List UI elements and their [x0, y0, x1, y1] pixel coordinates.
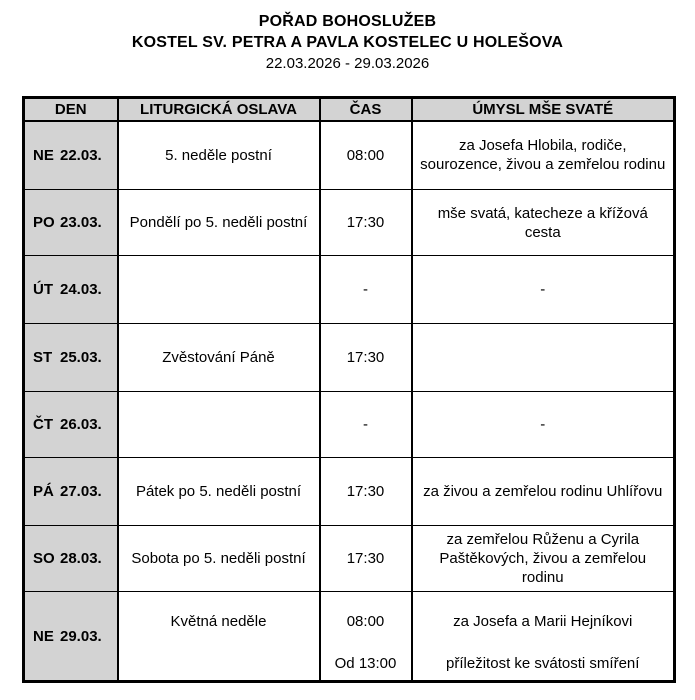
liturgy-cell: Zvěstování Páně	[118, 324, 320, 392]
date-range: 22.03.2026 - 29.03.2026	[265, 55, 430, 72]
table-header-row	[24, 98, 675, 121]
document-title: POŘAD BOHOSLUŽEB	[258, 13, 437, 30]
intention-cell: za živou a zemřelou rodinu Uhlířovu	[412, 458, 675, 526]
intention-slot-1: za Josefa a Marii Hejníkovi	[453, 612, 633, 630]
liturgy-cell: Pátek po 5. neděli postní	[118, 458, 320, 526]
day-cell	[24, 392, 118, 458]
liturgy-cell: 5. neděle postní	[118, 121, 320, 190]
day-date: 24.03.	[60, 281, 102, 298]
schedule-table	[22, 96, 676, 683]
day-abbr: ST	[33, 349, 53, 366]
day-cell	[24, 458, 118, 526]
day-abbr: PÁ	[33, 483, 54, 500]
intention-cell: za zemřelou Růženu a Cyrila Paštěkových, živou a zemřelou rodinu	[412, 526, 675, 592]
table-row	[24, 526, 675, 592]
table-row	[24, 324, 675, 392]
column-header-umysl: ÚMYSL MŠE SVATÉ	[412, 98, 675, 121]
day-date: 22.03.	[60, 146, 102, 164]
day-abbr: SO	[33, 550, 55, 567]
liturgy-cell	[118, 592, 320, 682]
table-row	[24, 458, 675, 526]
day-cell	[24, 526, 118, 592]
intention-cell: za Josefa Hlobila, rodiče, sourozence, živou a zemřelou rodinu	[412, 121, 675, 190]
day-cell	[24, 592, 118, 682]
day-date: 28.03.	[60, 550, 102, 567]
liturgy-text: Květná neděle	[170, 612, 267, 630]
day-date: 29.03.	[60, 627, 102, 645]
column-header-oslava: LITURGICKÁ OSLAVA	[118, 98, 320, 121]
intention-cell	[412, 324, 675, 392]
day-cell	[24, 324, 118, 392]
document-header	[0, 0, 695, 74]
time-slot-2: Od 13:00	[334, 654, 397, 672]
time-cell: 17:30	[320, 190, 412, 256]
table-row	[24, 392, 675, 458]
table-row	[24, 190, 675, 256]
intention-cell	[412, 592, 675, 682]
intention-cell: mše svatá, katecheze a křížová cesta	[412, 190, 675, 256]
day-cell	[24, 121, 118, 190]
time-cell: 17:30	[320, 458, 412, 526]
time-cell: -	[320, 256, 412, 324]
time-cell	[320, 592, 412, 682]
table-row	[24, 592, 675, 682]
time-cell: 17:30	[320, 324, 412, 392]
church-name: KOSTEL SV. PETRA A PAVLA KOSTELEC U HOLEŠOVA	[131, 34, 564, 51]
intention-slot-2: příležitost ke svátosti smíření	[446, 654, 640, 672]
day-abbr: PO	[33, 214, 55, 231]
day-date: 26.03.	[60, 416, 102, 433]
day-date: 23.03.	[60, 214, 102, 231]
intention-cell: -	[412, 392, 675, 458]
liturgy-cell	[118, 392, 320, 458]
table-row	[24, 256, 675, 324]
time-cell: 08:00	[320, 121, 412, 190]
time-slot-1: 08:00	[346, 612, 385, 630]
time-cell: -	[320, 392, 412, 458]
liturgy-cell: Sobota po 5. neděli postní	[118, 526, 320, 592]
day-abbr: NE	[33, 146, 54, 164]
day-date: 27.03.	[60, 483, 102, 500]
column-header-cas: ČAS	[320, 98, 412, 121]
time-cell: 17:30	[320, 526, 412, 592]
day-abbr: ÚT	[33, 281, 53, 298]
day-date: 25.03.	[60, 349, 102, 366]
intention-cell: -	[412, 256, 675, 324]
liturgy-text-bottom	[119, 650, 319, 680]
table-row	[24, 121, 675, 190]
liturgy-cell: Pondělí po 5. neděli postní	[118, 190, 320, 256]
day-cell	[24, 190, 118, 256]
liturgy-cell	[118, 256, 320, 324]
day-abbr: ČT	[33, 416, 53, 433]
column-header-den: DEN	[24, 98, 118, 121]
day-abbr: NE	[33, 627, 54, 645]
day-cell	[24, 256, 118, 324]
